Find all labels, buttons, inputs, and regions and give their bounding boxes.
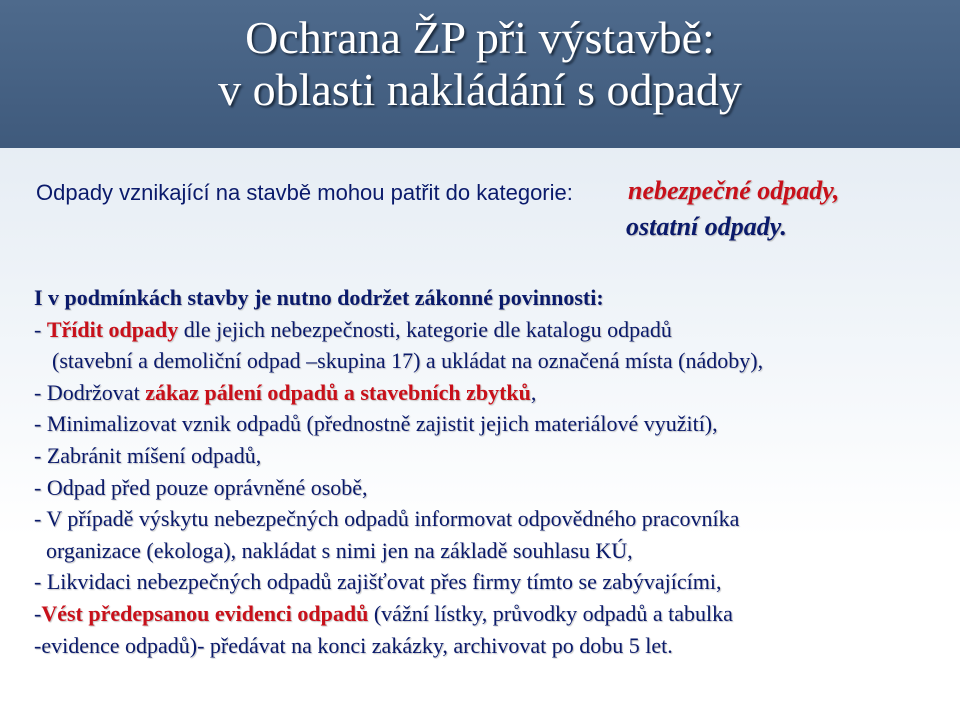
category-other: ostatní odpady. bbox=[626, 212, 787, 241]
obligation-no-burning bbox=[34, 377, 934, 409]
title-banner bbox=[0, 0, 960, 148]
category-hazardous: nebezpečné odpady, bbox=[628, 176, 840, 205]
slide-title-line1: Ochrana ŽP při výstavbě: bbox=[245, 12, 715, 63]
obligation-authorized-person: - Odpad před pouze oprávněné osobě, bbox=[34, 474, 368, 500]
obligation-disposal: - Likvidaci nebezpečných odpadů zajišťovat přes firmy tímto se zabývajícími, bbox=[34, 569, 722, 595]
obligation-text: - Dodržovat bbox=[34, 379, 146, 405]
highlight-records: Vést předepsanou evidenci odpadů bbox=[41, 600, 369, 626]
dash: - bbox=[34, 600, 42, 626]
obligation-records-cont: -evidence odpadů)- předávat na konci zakázky, archivovat po dobu 5 let. bbox=[34, 632, 673, 658]
obligation-no-mixing: - Zabránit míšení odpadů, bbox=[34, 442, 262, 468]
obligation-hazardous-inform-cont: organizace (ekologa), nakládat s nimi jen na základě souhlasu KÚ, bbox=[46, 537, 633, 563]
obligation-sort-waste-cont: (stavební a demoliční odpad –skupina 17) a ukládat na označená místa (nádoby), bbox=[52, 348, 764, 374]
obligation-text: dle jejich nebezpečnosti, kategorie dle katalogu odpadů bbox=[178, 316, 672, 342]
obligation-text: (vážní lístky, průvodky odpadů a tabulka bbox=[368, 600, 733, 626]
obligation-text: , bbox=[530, 379, 537, 405]
obligation-hazardous-inform: - V případě výskytu nebezpečných odpadů informovat odpovědného pracovníka bbox=[34, 506, 740, 532]
obligation-minimize: - Minimalizovat vznik odpadů (přednostně zajistit jejich materiálové využití), bbox=[34, 411, 718, 437]
highlight-no-burning: zákaz pálení odpadů a stavebních zbytků bbox=[145, 379, 531, 405]
slide-title-line2: v oblasti nakládání s odpady bbox=[218, 64, 742, 115]
obligations-heading: I v podmínkách stavby je nutno dodržet zákonné povinnosti: bbox=[34, 285, 604, 310]
obligation-records bbox=[34, 598, 934, 630]
highlight-sort-waste: Třídit odpady bbox=[46, 316, 179, 342]
categories-label: Odpady vznikající na stavbě mohou patřit do kategorie: bbox=[36, 180, 573, 205]
obligation-sort-waste bbox=[34, 314, 934, 346]
obligations-list bbox=[34, 282, 934, 661]
dash: - bbox=[34, 316, 47, 342]
